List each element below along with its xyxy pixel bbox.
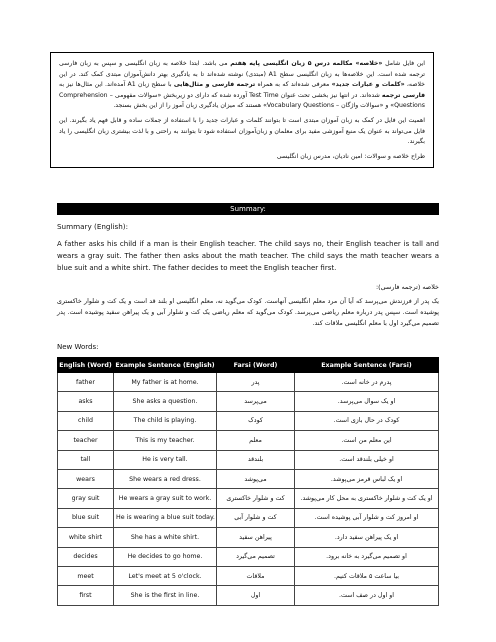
intro-text: با سطح زبان A1 آمده‌اند. این مثال‌ها نیز به <box>59 81 174 89</box>
intro-box <box>50 52 434 168</box>
english-word: blue suit <box>58 508 114 527</box>
farsi-word: کت و شلوار خاکستری <box>217 489 295 508</box>
intro-text: می باشد. ابتدا خلاصه به زبان انگلیسی و سپس به زبان فارسی ترجمه شده است. این خلاصه‌ها به زبان انگلیسی سطح A1 (مبتدی) نوشته شده‌اند تا به یادگیری بهتر دانش‌آموزان مبتدی کمک کند. در این خلاصه، <box>59 60 426 89</box>
table-row <box>58 489 439 508</box>
english-word: gray suit <box>58 489 114 508</box>
example-farsi: او یک کت و شلوار خاکستری به محل کار می‌پوشد. <box>295 489 439 508</box>
example-farsi: او اول در صف است. <box>295 586 439 605</box>
farsi-word: تصمیم می‌گیرد <box>217 547 295 566</box>
vocabulary-table <box>57 357 439 606</box>
table-row <box>58 469 439 488</box>
table-row <box>58 586 439 605</box>
new-words-label: New Words: <box>57 343 99 351</box>
farsi-word: ملاقات <box>217 566 295 585</box>
farsi-word: می‌پوشد <box>217 469 295 488</box>
summary-farsi-label: خلاصه (ترجمه فارسی): <box>376 283 439 291</box>
farsi-word: کودک <box>217 411 295 430</box>
example-english: The child is playing. <box>114 411 217 430</box>
table-row <box>58 411 439 430</box>
example-english: She wears a red dress. <box>114 469 217 488</box>
example-english: This is my teacher. <box>114 431 217 450</box>
english-word: child <box>58 411 114 430</box>
example-english: She has a white shirt. <box>114 528 217 547</box>
farsi-word: می‌پرسد <box>217 392 295 411</box>
header-example-english: Example Sentence (English) <box>114 358 217 373</box>
intro-bold-farsi: فارسی ترجمه <box>381 91 426 99</box>
example-farsi: بیا ساعت ۵ ملاقات کنیم. <box>295 566 439 585</box>
table-row <box>58 508 439 527</box>
table-row <box>58 392 439 411</box>
table-row <box>58 450 439 469</box>
english-word: white shirt <box>58 528 114 547</box>
summary-heading-bar: Summary: <box>57 203 439 215</box>
header-farsi-word: Farsi (Word) <box>217 358 295 373</box>
farsi-word: پیراهن سفید <box>217 528 295 547</box>
example-farsi: این معلم من است. <box>295 431 439 450</box>
header-example-farsi: Example Sentence (Farsi) <box>295 358 439 373</box>
example-farsi: او یک سوال می‌پرسد. <box>295 392 439 411</box>
summary-english-label: Summary (English): <box>57 222 129 231</box>
table-row <box>58 566 439 585</box>
intro-author: طراح خلاصه و سوالات: امین نادیان، مدرس زبان انگلیسی <box>276 152 425 160</box>
english-word: tall <box>58 450 114 469</box>
intro-text: معرفی شده‌اند که به همراه <box>255 81 332 89</box>
farsi-word: پدر <box>217 373 295 392</box>
table-row <box>58 431 439 450</box>
english-word: father <box>58 373 114 392</box>
example-farsi: او یک پیراهن سفید دارد. <box>295 528 439 547</box>
farsi-word: کت و شلوار آبی <box>217 508 295 527</box>
farsi-word: بلندقد <box>217 450 295 469</box>
intro-text: شده‌اند. در انتها نیز بخشی تحت عنوان Test Time آورده شده که دارای دو زیربخش «سوالات مفهومی – Comprehension Questions» و «سوالات واژگان – Vocabulary Questions» هستند که میزان یادگیری زبان آموز را از این بخش بسنجد. <box>59 91 425 110</box>
english-word: meet <box>58 566 114 585</box>
example-farsi: او یک لباس قرمز می‌پوشد. <box>295 469 439 488</box>
intro-paragraph-1 <box>59 59 425 112</box>
example-english: She is the first in line. <box>114 586 217 605</box>
example-english: He decides to go home. <box>114 547 217 566</box>
table-row <box>58 528 439 547</box>
example-english: He is very tall. <box>114 450 217 469</box>
example-farsi: کودک در حال بازی است. <box>295 411 439 430</box>
intro-text: این فایل شامل <box>382 60 425 67</box>
summary-english-text: A father asks his child if a man is their English teacher. The child says no, their English teacher is tall and wears a gray suit. The father then asks about the math teacher. The child says the math teacher wears a blue suit and a white shirt. The father decides to meet the English teacher first. <box>57 240 439 273</box>
summary-farsi-text: یک پدر از فرزندش می‌پرسد که آیا آن مرد معلم انگلیسی آنهاست. کودک می‌گوید نه، معلم انگلیسی او بلند قد است و یک کت و شلوار خاکستری پوشیده است. سپس پدر درباره معلم ریاضی می‌پرسد. کودک می‌گوید که معلم ریاضی یک کت و شلوار آبی و یک پیراهن سفید پوشیده است. پدر تصمیم می‌گیرد اول با معلم انگلیسی ملاقات کند. <box>57 298 439 327</box>
example-farsi: او امروز کت و شلوار آبی پوشیده است. <box>295 508 439 527</box>
table-row <box>58 373 439 392</box>
example-english: He wears a gray suit to work. <box>114 489 217 508</box>
intro-paragraph-2: اهمیت این فایل در کمک به زبان آموزان مبتدی است تا بتوانند کلمات و عبارات جدید را با استفاده از جملات ساده و قابل فهم یاد بگیرند. این فایل می‌تواند به عنوان یک منبع آموزشی مفید برای معلمان و زبان‌آموزان استفاده شود تا بتوانند به راحتی و با لذت بیشتری زبان انگلیسی را یاد بگیرند. <box>59 116 425 146</box>
example-english: He is wearing a blue suit today. <box>114 508 217 527</box>
table-row <box>58 547 439 566</box>
example-english: She asks a question. <box>114 392 217 411</box>
english-word: asks <box>58 392 114 411</box>
english-word: first <box>58 586 114 605</box>
table-header-row <box>58 358 439 373</box>
english-word: teacher <box>58 431 114 450</box>
example-farsi: او خیلی بلندقد است. <box>295 450 439 469</box>
farsi-word: اول <box>217 586 295 605</box>
example-farsi: او تصمیم می‌گیرد به خانه برود. <box>295 547 439 566</box>
intro-bold-new-words: «کلمات و عبارات جدید» <box>331 81 405 89</box>
example-english: My father is at home. <box>114 373 217 392</box>
english-word: wears <box>58 469 114 488</box>
header-english-word: English (Word) <box>58 358 114 373</box>
example-english: Let's meet at 5 o'clock. <box>114 566 217 585</box>
intro-bold-translation: ترجمه فارسی و مثال‌هایی <box>173 81 256 89</box>
intro-bold-title: «خلاصه» مکالمه درس ۵ زبان انگلیسی پایه هفتم <box>230 60 383 67</box>
farsi-word: معلم <box>217 431 295 450</box>
english-word: decides <box>58 547 114 566</box>
example-farsi: پدرم در خانه است. <box>295 373 439 392</box>
